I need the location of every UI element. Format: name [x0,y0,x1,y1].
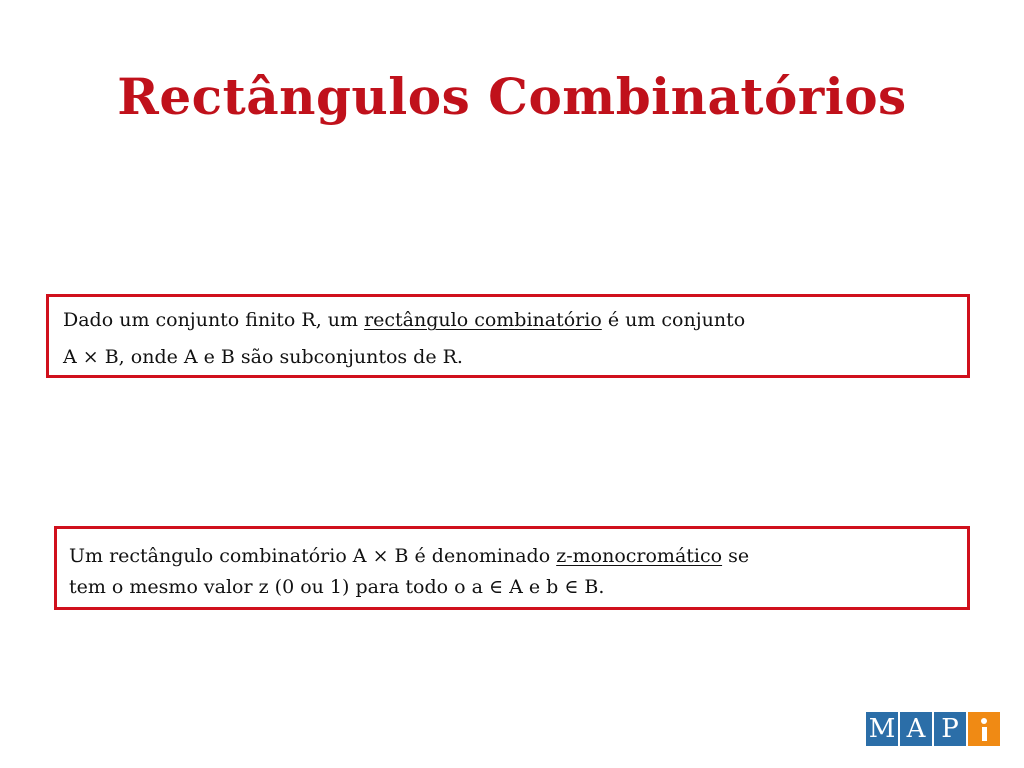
monochromatic-line-1 [69,541,955,572]
definition-box [46,294,970,378]
definition-term: rectângulo combinatório [364,309,602,331]
monochromatic-term: z-monocromático [556,545,723,567]
monochromatic-text-pre: Um rectângulo combinatório A × B é denominado [69,545,557,567]
logo-letter-m: M [866,712,898,746]
slide-title: Rectângulos Combinatórios [117,67,907,126]
logo-letter-p: P [934,712,966,746]
monochromatic-line-2: tem o mesmo valor z (0 ou 1) para todo o a ∈ A e b ∈ B. [69,576,605,598]
monochromatic-box [54,526,970,610]
logo-letter-a: A [900,712,932,746]
logo-i-stem [982,727,987,741]
mapi-logo [866,712,1000,746]
definition-text-pre: Dado um conjunto finito R, um [63,309,365,331]
logo-letter-i [968,712,1000,746]
monochromatic-text-post: se [722,545,750,567]
definition-line-2: A × B, onde A e B são subconjuntos de R. [63,346,463,368]
definition-line-1 [63,302,955,339]
logo-i-dot [981,718,987,724]
definition-text-post: é um conjunto [601,309,746,331]
